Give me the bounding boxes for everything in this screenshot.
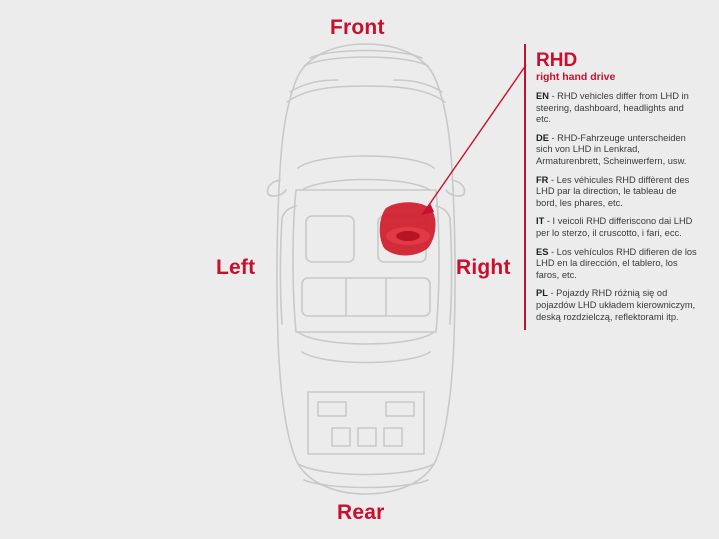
description-text-fr: - Les véhicules RHD diffèrent des LHD par la direction, le tableau de bord, les phares, etc. xyxy=(536,174,690,208)
lang-code-de: DE xyxy=(536,132,549,143)
steering-wheel-highlight xyxy=(380,202,436,255)
lang-code-it: IT xyxy=(536,216,545,227)
description-text-de: - RHD-Fahrzeuge unterscheiden sich von LHD in Lenkrad, Armaturenbrett, Scheinwerfern, usw. xyxy=(536,132,687,166)
description-es xyxy=(536,247,700,282)
axis-label-front: Front xyxy=(330,16,385,39)
description-text-en: - RHD vehicles differ from LHD in steering, dashboard, headlights and etc. xyxy=(536,91,689,125)
axis-label-right: Right xyxy=(456,256,511,279)
axis-label-rear: Rear xyxy=(337,501,385,524)
lang-code-fr: FR xyxy=(536,174,549,185)
description-pl xyxy=(536,288,700,323)
car-top-view-illustration xyxy=(246,40,486,500)
axis-label-left: Left xyxy=(216,256,256,279)
description-en xyxy=(536,91,700,126)
description-text-pl: - Pojazdy RHD różnią się od pojazdów LHD układem kierowniczym, deską rozdzielczą, reflektorami itp. xyxy=(536,288,696,322)
description-text-es: - Los vehículos RHD difieren de los LHD en la dirección, el tablero, los faros, etc. xyxy=(536,246,697,280)
lang-code-es: ES xyxy=(536,246,549,257)
rhd-info-panel xyxy=(524,44,700,330)
lang-code-pl: PL xyxy=(536,288,548,299)
panel-subtitle: right hand drive xyxy=(536,71,616,83)
panel-title: RHD xyxy=(536,50,578,71)
description-fr xyxy=(536,175,700,210)
description-de xyxy=(536,133,700,168)
description-it xyxy=(536,216,700,239)
description-text-it: - I veicoli RHD differiscono dai LHD per lo sterzo, il cruscotto, i fari, ecc. xyxy=(536,216,693,238)
lang-code-en: EN xyxy=(536,91,549,101)
